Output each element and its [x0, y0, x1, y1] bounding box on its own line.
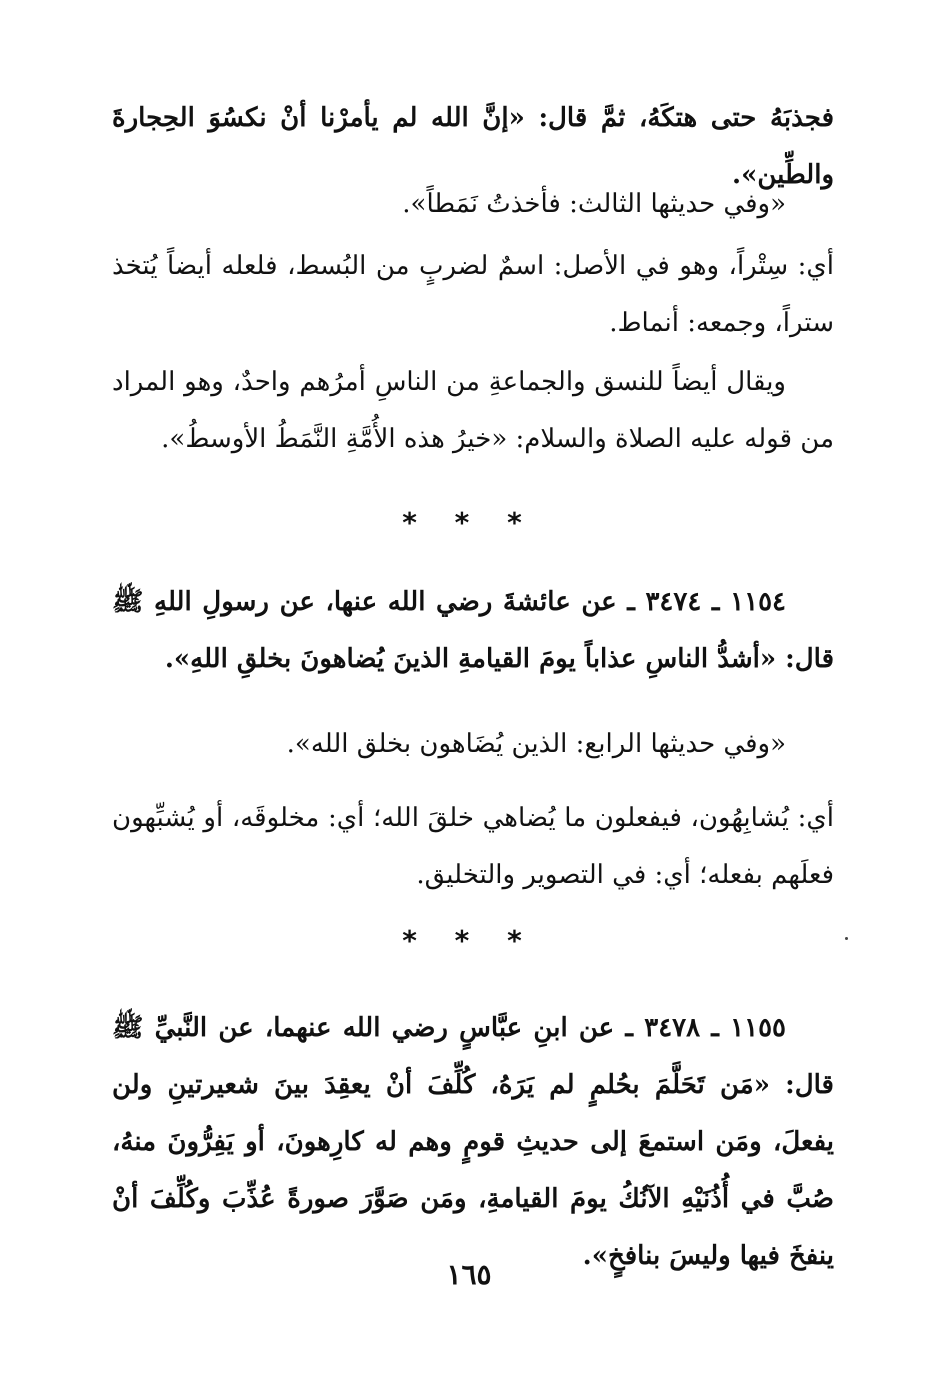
paragraph-hadith-ending: فجذبَهُ حتى هتكَهُ، ثمَّ قال: «إنَّ الله لم يأمرْنا أنْ نكسُوَ الحِجارةَ والطِّين». — [112, 103, 834, 190]
paragraph-namat-meaning: ويقال أيضاً للنسق والجماعةِ من الناسِ أمرُهم واحدٌ، وهو المراد من قوله عليه الصلاة والسلام: «خيرُ هذه الأُمَّةِ النَّمَطُ الأوسطُ». — [112, 367, 834, 454]
scan-speck — [845, 937, 848, 940]
paragraph-third-hadith-quote: «وفي حديثها الثالث: فأخذتُ نَمَطاً». — [402, 189, 786, 219]
paragraph-yudahun-explanation: أي: يُشابِهُون، فيفعلون ما يُضاهي خلقَ الله؛ أي: مخلوقَه، أو يُشبِّهون فعلَهم بفعله؛ أي: في التصوير والتخليق. — [112, 803, 834, 890]
paragraph-fourth-hadith-quote: «وفي حديثها الرابع: الذين يُضَاهون بخلق الله». — [286, 729, 786, 759]
paragraph-namat-explanation: أي: سِتْراً، وهو في الأصل: اسمٌ لضربٍ من البُسط، فلعله أيضاً يُتخذ ستراً، وجمعه: أنماط. — [112, 251, 834, 338]
page-number: ١٦٥ — [446, 1258, 492, 1291]
hadith-1154: ١١٥٤ ـ ٣٤٧٤ ـ عن عائشةَ رضي الله عنها، عن رسولِ اللهِ ﷺ قال: «أشدُّ الناسِ عذاباً يومَ القيامةِ الذينَ يُضاهونَ بخلقِ اللهِ». — [112, 587, 834, 674]
section-separator: * * * — [402, 924, 536, 957]
section-separator: * * * — [402, 506, 536, 539]
hadith-1155: ١١٥٥ ـ ٣٤٧٨ ـ عن ابنِ عبَّاسٍ رضي الله عنهما، عن النَّبيِّ ﷺ قال: «مَن تَحَلَّمَ بحُلمٍ لم يَرَهُ، كُلِّفَ أنْ يعقِدَ بينَ شعيرتينِ ولن يفعلَ، ومَن استمعَ إلى حديثِ قومٍ وهم له كارِهونَ، أو يَفِرُّونَ منهُ، صُبَّ في أُذُنَيْهِ الآنُكُ يومَ القيامةِ، ومَن صَوَّرَ صورةً عُذِّبَ وكُلِّفَ أنْ ينفخَ فيها وليسَ بنافخٍ». — [112, 1013, 834, 1271]
